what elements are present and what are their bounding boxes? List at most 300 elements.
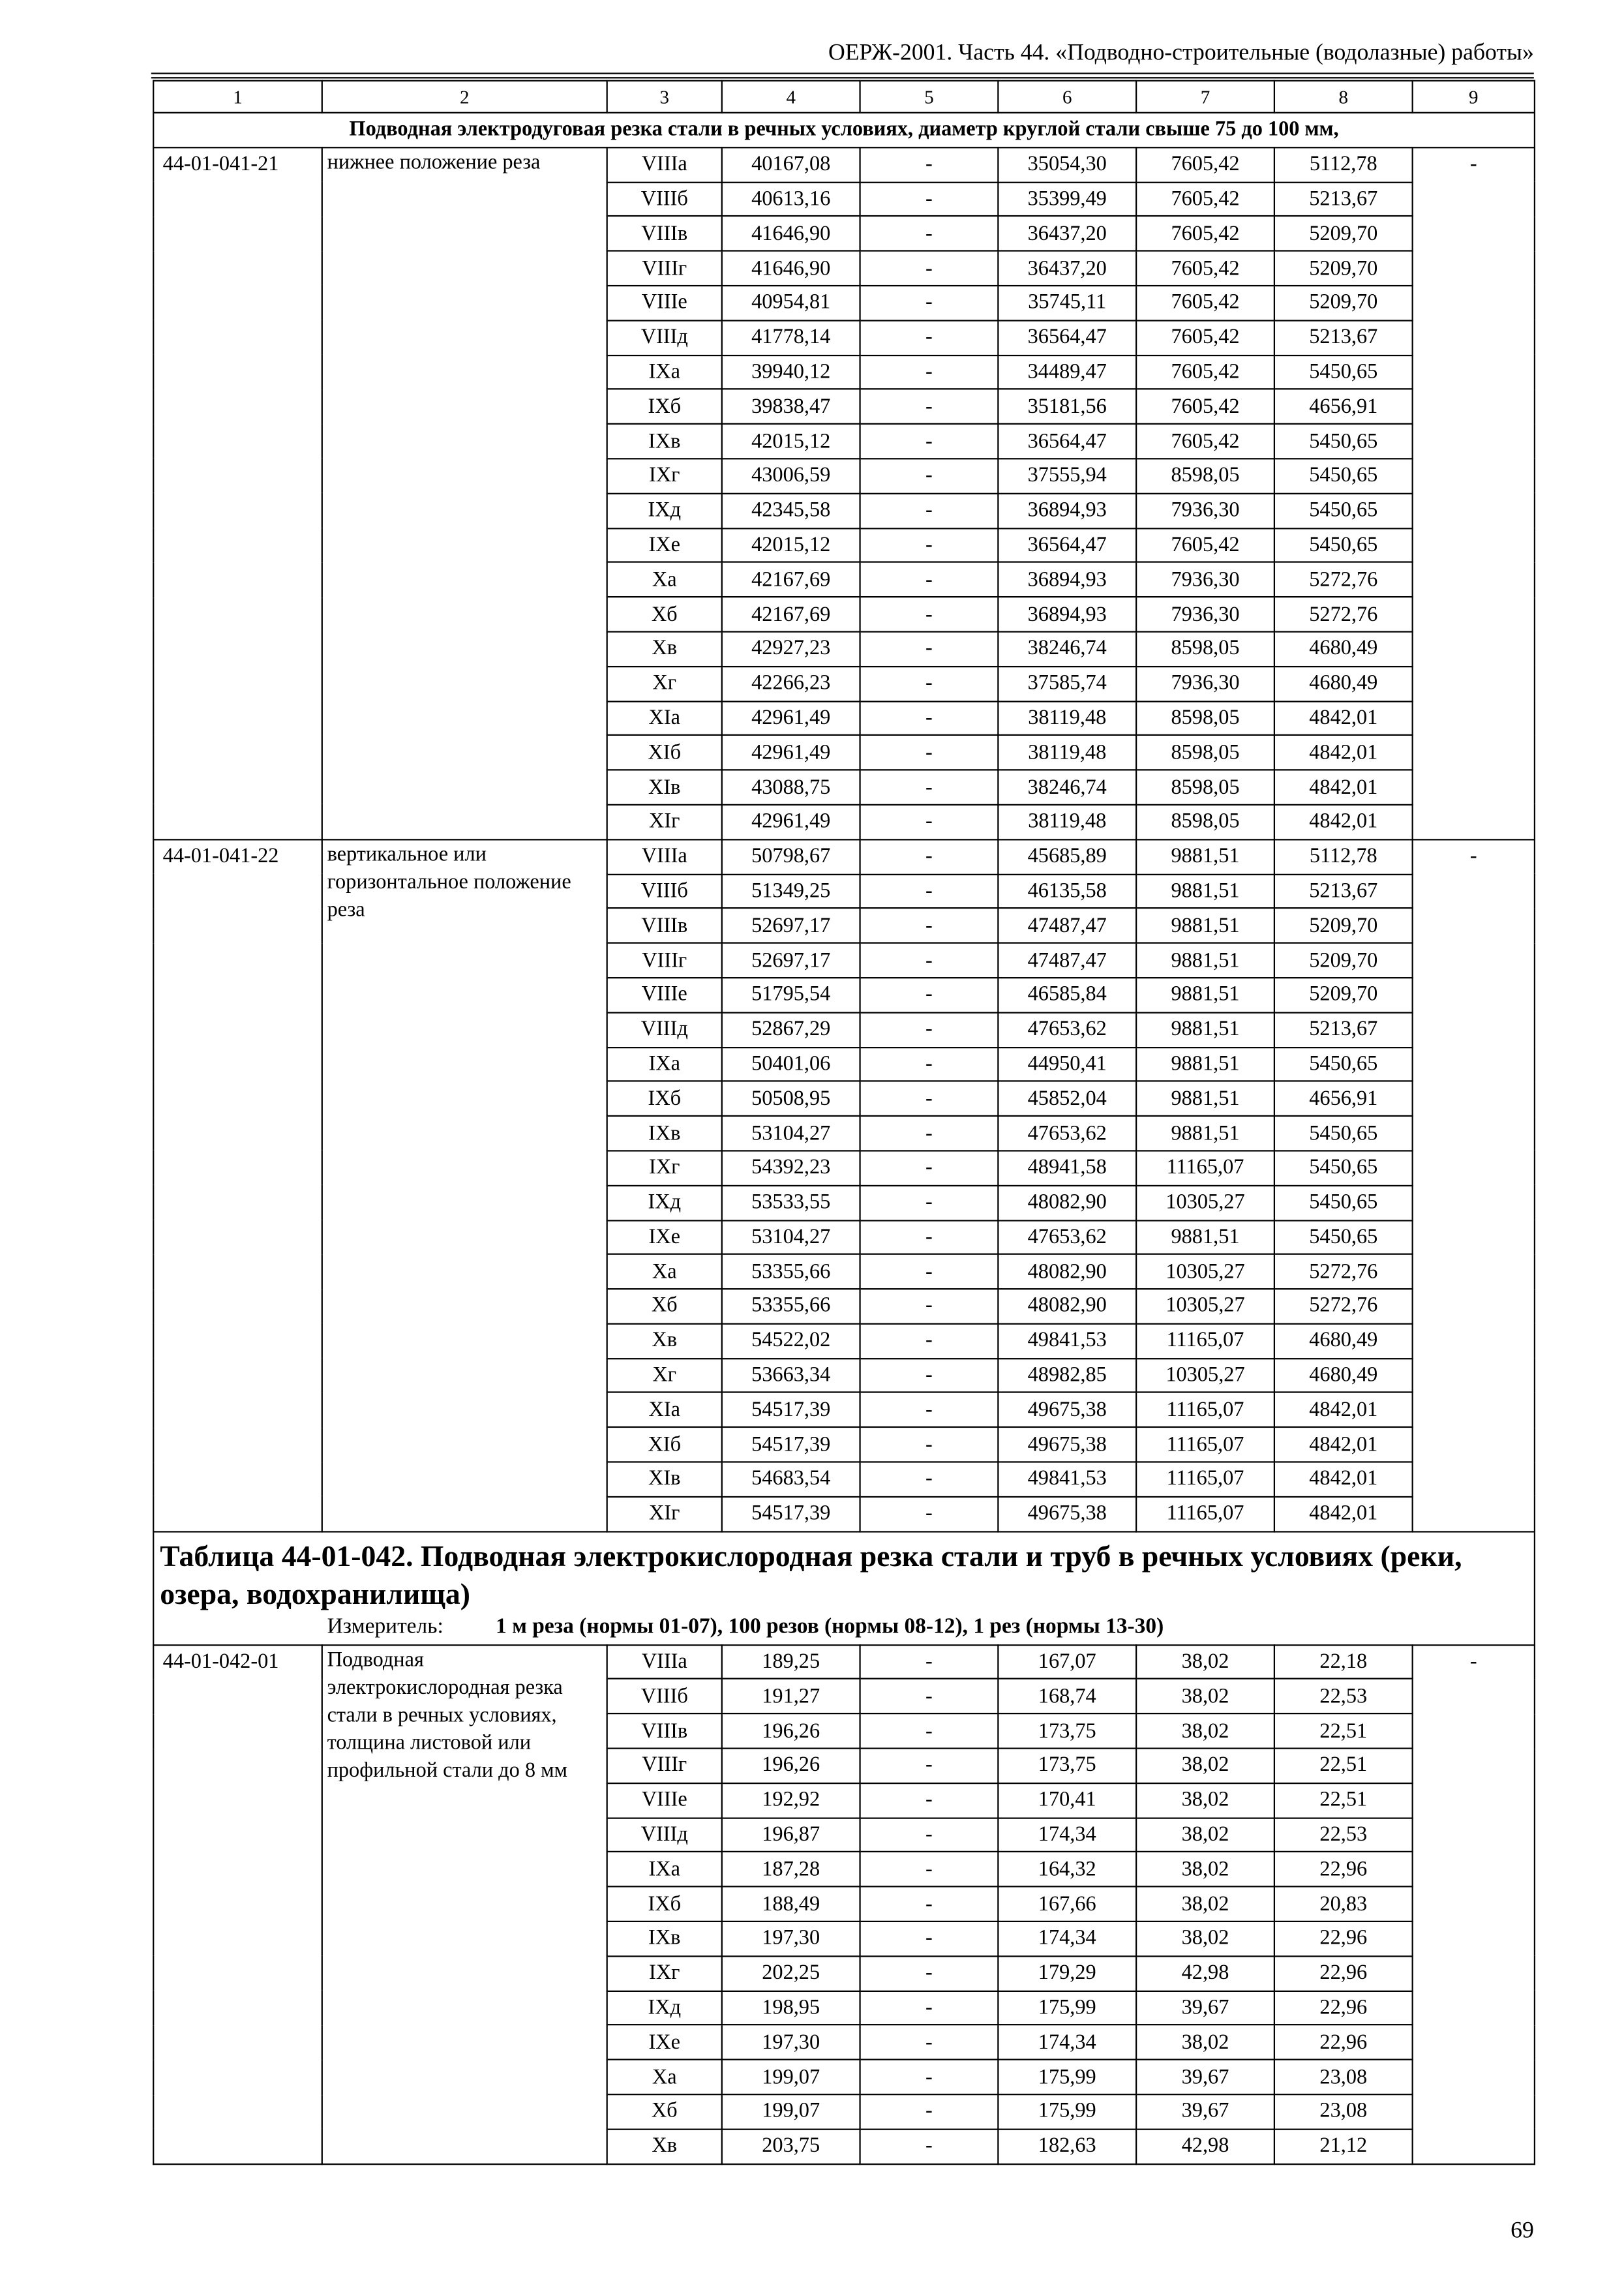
table-cell: 48082,90 — [998, 1254, 1136, 1289]
table-cell: 35745,11 — [998, 286, 1136, 320]
measure-value: 1 м реза (нормы 01-07), 100 резов (нормы 08-12), 1 рез (нормы 13-30) — [496, 1614, 1164, 1638]
table-cell: 5209,70 — [1274, 251, 1413, 286]
column-number: 5 — [860, 81, 999, 113]
table-cell: 168,74 — [998, 1680, 1136, 1714]
table-cell: VIIIв — [607, 909, 722, 943]
table-cell: 38,02 — [1136, 1818, 1274, 1852]
table-cell: 47653,62 — [998, 1012, 1136, 1047]
table-cell: 179,29 — [998, 1956, 1136, 1991]
norms-table — [153, 80, 1535, 2165]
table-cell: 5209,70 — [1274, 909, 1413, 943]
table-cell: 47487,47 — [998, 943, 1136, 978]
table-cell: IXв — [607, 1921, 722, 1956]
table-cell: 5272,76 — [1274, 1254, 1413, 1289]
table-cell: - — [860, 182, 999, 217]
table-cell: 8598,05 — [1136, 701, 1274, 736]
table-cell: 38,02 — [1136, 1714, 1274, 1749]
table-cell: 37555,94 — [998, 459, 1136, 493]
table-cell: IXг — [607, 459, 722, 493]
table-cell: 41646,90 — [722, 217, 860, 251]
table-cell: 4842,01 — [1274, 1462, 1413, 1497]
running-header: ОЕРЖ-2001. Часть 44. «Подводно-строительные (водолазные) работы» — [828, 40, 1534, 66]
table-cell: - — [860, 251, 999, 286]
table-cell: 47487,47 — [998, 909, 1136, 943]
table-cell: 4680,49 — [1274, 1358, 1413, 1393]
table-cell: 38,02 — [1136, 1645, 1274, 1680]
table-cell: 53355,66 — [722, 1289, 860, 1323]
table-cell: 9881,51 — [1136, 1116, 1274, 1151]
table-cell: 167,66 — [998, 1887, 1136, 1921]
table-cell: 36437,20 — [998, 251, 1136, 286]
table-cell: VIIIв — [607, 217, 722, 251]
table-cell: 175,99 — [998, 2060, 1136, 2094]
table-cell: 54683,54 — [722, 1462, 860, 1497]
table-cell: 22,51 — [1274, 1783, 1413, 1818]
table-cell: 5213,67 — [1274, 182, 1413, 217]
table-cell: 7605,42 — [1136, 251, 1274, 286]
table-cell: 50401,06 — [722, 1047, 860, 1081]
table-cell: 42,98 — [1136, 1956, 1274, 1991]
table-cell: IXе — [607, 528, 722, 562]
table-cell: - — [860, 286, 999, 320]
table-cell: - — [860, 389, 999, 424]
table-cell: 197,30 — [722, 2025, 860, 2060]
table-cell: 46585,84 — [998, 978, 1136, 1012]
table-cell: 5209,70 — [1274, 978, 1413, 1012]
table-cell: 22,51 — [1274, 1714, 1413, 1749]
table-row — [153, 1645, 1535, 1680]
table-cell: 38246,74 — [998, 770, 1136, 805]
table-cell: - — [860, 1921, 999, 1956]
table-cell: 49675,38 — [998, 1393, 1136, 1428]
table-cell: 52697,17 — [722, 909, 860, 943]
page-number: 69 — [1511, 2218, 1534, 2244]
table-cell: - — [860, 1956, 999, 1991]
table-title: Таблица 44-01-042. Подводная электрокислородная резка стали и труб в речных условиях (реки, озера, водохранилища) — [160, 1541, 1462, 1611]
table-cell: Xб — [607, 2094, 722, 2129]
norm-code: 44-01-042-01 — [153, 1645, 322, 2164]
table-cell: 36894,93 — [998, 493, 1136, 528]
table-cell: 42927,23 — [722, 631, 860, 666]
table-cell: - — [860, 1185, 999, 1220]
measure-label: Измеритель: — [327, 1614, 444, 1638]
table-cell: - — [860, 528, 999, 562]
table-cell: - — [860, 562, 999, 597]
table-cell: IXе — [607, 1220, 722, 1254]
column-number: 7 — [1136, 81, 1274, 113]
table-cell: VIIIг — [607, 1749, 722, 1783]
section-heading-row — [153, 113, 1535, 147]
table-cell: - — [860, 493, 999, 528]
table-cell: - — [860, 1749, 999, 1783]
table-cell: 167,07 — [998, 1645, 1136, 1680]
table-cell: 42345,58 — [722, 493, 860, 528]
table-cell: 189,25 — [722, 1645, 860, 1680]
table-cell: 54517,39 — [722, 1497, 860, 1531]
table-cell: 7605,42 — [1136, 286, 1274, 320]
table-cell: 4842,01 — [1274, 1497, 1413, 1531]
table-cell: 42167,69 — [722, 562, 860, 597]
table-cell: 9881,51 — [1136, 1012, 1274, 1047]
table-cell: 44950,41 — [998, 1047, 1136, 1081]
table-cell: 53104,27 — [722, 1220, 860, 1254]
table-title-cell — [153, 1531, 1535, 1645]
table-cell: - — [860, 424, 999, 459]
table-cell: Xв — [607, 2129, 722, 2163]
table-cell: 5450,65 — [1274, 1185, 1413, 1220]
table-cell: 51795,54 — [722, 978, 860, 1012]
table-cell: 11165,07 — [1136, 1151, 1274, 1185]
table-cell: 50798,67 — [722, 839, 860, 874]
table-cell: 5272,76 — [1274, 1289, 1413, 1323]
table-cell: 5209,70 — [1274, 217, 1413, 251]
column-number: 3 — [607, 81, 722, 113]
table-cell: 36894,93 — [998, 597, 1136, 631]
table-cell: VIIIб — [607, 182, 722, 217]
table-cell: - — [860, 1289, 999, 1323]
table-cell: 40167,08 — [722, 147, 860, 182]
table-cell: 42266,23 — [722, 667, 860, 701]
table-cell: IXг — [607, 1151, 722, 1185]
table-cell: 11165,07 — [1136, 1497, 1274, 1531]
table-cell: XIв — [607, 1462, 722, 1497]
table-cell: VIIIб — [607, 1680, 722, 1714]
table-cell: 7936,30 — [1136, 493, 1274, 528]
table-cell: - — [860, 597, 999, 631]
table-cell: Xб — [607, 1289, 722, 1323]
table-cell: - — [860, 1081, 999, 1116]
table-cell: 5209,70 — [1274, 286, 1413, 320]
table-cell: 22,96 — [1274, 1852, 1413, 1887]
table-cell: 174,34 — [998, 1818, 1136, 1852]
table-cell: 23,08 — [1274, 2094, 1413, 2129]
table-cell: - — [860, 1012, 999, 1047]
table-cell: 45685,89 — [998, 839, 1136, 874]
table-cell: 9881,51 — [1136, 1047, 1274, 1081]
table-cell: 11165,07 — [1136, 1462, 1274, 1497]
table-cell: - — [860, 355, 999, 389]
table-cell: 4680,49 — [1274, 667, 1413, 701]
table-cell: 42961,49 — [722, 701, 860, 736]
table-cell: 10305,27 — [1136, 1185, 1274, 1220]
table-cell: XIа — [607, 701, 722, 736]
table-cell: - — [860, 943, 999, 978]
table-cell: 10305,27 — [1136, 1289, 1274, 1323]
table-cell: 49841,53 — [998, 1323, 1136, 1358]
table-cell: 8598,05 — [1136, 805, 1274, 839]
table-cell: 4842,01 — [1274, 701, 1413, 736]
column-number: 4 — [722, 81, 860, 113]
table-cell: XIг — [607, 805, 722, 839]
table-cell: Xб — [607, 597, 722, 631]
table-cell: 52867,29 — [722, 1012, 860, 1047]
table-cell: 48982,85 — [998, 1358, 1136, 1393]
table-cell: 35054,30 — [998, 147, 1136, 182]
table-cell: 198,95 — [722, 1991, 860, 2025]
table-cell: - — [860, 1358, 999, 1393]
table-cell: 9881,51 — [1136, 874, 1274, 909]
table-cell: 7605,42 — [1136, 355, 1274, 389]
table-cell: IXв — [607, 424, 722, 459]
table-cell: 9881,51 — [1136, 1081, 1274, 1116]
table-cell: 50508,95 — [722, 1081, 860, 1116]
table-cell: VIIIа — [607, 839, 722, 874]
table-cell: Xа — [607, 2060, 722, 2094]
table-cell: 38119,48 — [998, 805, 1136, 839]
table-cell: 175,99 — [998, 2094, 1136, 2129]
table-cell: VIIIд — [607, 320, 722, 355]
table-cell: 7936,30 — [1136, 667, 1274, 701]
table-cell: 35181,56 — [998, 389, 1136, 424]
table-cell: - — [860, 1323, 999, 1358]
table-cell: 5450,65 — [1274, 459, 1413, 493]
table-cell: 54522,02 — [722, 1323, 860, 1358]
table-cell: Xв — [607, 1323, 722, 1358]
norm-code: 44-01-041-22 — [153, 839, 322, 1531]
table-cell: - — [860, 1680, 999, 1714]
table-cell: - — [860, 1852, 999, 1887]
table-cell: - — [860, 1645, 999, 1680]
table-cell: IXа — [607, 355, 722, 389]
table-cell: - — [860, 2060, 999, 2094]
table-cell: - — [860, 1462, 999, 1497]
table-cell: - — [860, 1783, 999, 1818]
table-cell: - — [860, 2025, 999, 2060]
table-cell: 7936,30 — [1136, 562, 1274, 597]
table-cell: 48082,90 — [998, 1185, 1136, 1220]
table-cell: 11165,07 — [1136, 1393, 1274, 1428]
table-cell: IXб — [607, 1081, 722, 1116]
table-cell: VIIIе — [607, 1783, 722, 1818]
table-cell: - — [860, 217, 999, 251]
table-cell: 173,75 — [998, 1749, 1136, 1783]
table-cell: 38,02 — [1136, 1783, 1274, 1818]
table-cell: - — [860, 736, 999, 770]
table-cell: IXд — [607, 493, 722, 528]
column-number: 2 — [322, 81, 607, 113]
table-cell: XIб — [607, 736, 722, 770]
table-cell: 4842,01 — [1274, 736, 1413, 770]
table-cell: 7605,42 — [1136, 217, 1274, 251]
header-rule-2 — [151, 77, 1534, 78]
table-cell: 36437,20 — [998, 217, 1136, 251]
column-number: 9 — [1413, 81, 1535, 113]
table-cell: 7936,30 — [1136, 597, 1274, 631]
table-cell: VIIIг — [607, 251, 722, 286]
table-cell: 192,92 — [722, 1783, 860, 1818]
table-cell: - — [860, 459, 999, 493]
table-cell: 173,75 — [998, 1714, 1136, 1749]
table-cell: 22,96 — [1274, 1956, 1413, 1991]
table-cell: - — [860, 1047, 999, 1081]
table-cell: 41778,14 — [722, 320, 860, 355]
table-cell: 22,96 — [1274, 1921, 1413, 1956]
table-cell: - — [860, 874, 999, 909]
table-body — [153, 81, 1535, 2164]
table-cell: 38,02 — [1136, 1749, 1274, 1783]
table-row — [153, 147, 1535, 182]
table-cell: 4656,91 — [1274, 389, 1413, 424]
table-cell: Xа — [607, 562, 722, 597]
table-cell: 51349,25 — [722, 874, 860, 909]
table-cell: 5272,76 — [1274, 597, 1413, 631]
table-cell: 7605,42 — [1136, 389, 1274, 424]
table-cell: 10305,27 — [1136, 1254, 1274, 1289]
table-cell: 199,07 — [722, 2094, 860, 2129]
table-cell: 45852,04 — [998, 1081, 1136, 1116]
table-cell: 9881,51 — [1136, 1220, 1274, 1254]
table-cell: - — [860, 839, 999, 874]
table-cell: 36564,47 — [998, 528, 1136, 562]
table-cell: - — [860, 1254, 999, 1289]
table-cell: - — [860, 805, 999, 839]
table-cell: - — [860, 667, 999, 701]
table-cell: VIIIб — [607, 874, 722, 909]
table-cell: - — [860, 1714, 999, 1749]
table-cell: 164,32 — [998, 1852, 1136, 1887]
norm-code: 44-01-041-21 — [153, 147, 322, 839]
table-cell: - — [860, 2094, 999, 2129]
table-cell: 22,53 — [1274, 1680, 1413, 1714]
table-cell: - — [860, 1151, 999, 1185]
table-cell: 174,34 — [998, 1921, 1136, 1956]
table-cell: 8598,05 — [1136, 459, 1274, 493]
table-cell: 42961,49 — [722, 805, 860, 839]
table-cell: 39,67 — [1136, 2060, 1274, 2094]
table-cell: IXе — [607, 2025, 722, 2060]
table-cell: 42,98 — [1136, 2129, 1274, 2163]
table-cell: 203,75 — [722, 2129, 860, 2163]
table-cell: 41646,90 — [722, 251, 860, 286]
table-cell: 39838,47 — [722, 389, 860, 424]
table-cell: - — [860, 1991, 999, 2025]
table-cell: 4842,01 — [1274, 805, 1413, 839]
table-cell: - — [860, 909, 999, 943]
header-rule — [151, 72, 1534, 74]
table-cell: 175,99 — [998, 1991, 1136, 2025]
table-cell: 34489,47 — [998, 355, 1136, 389]
table-cell: 7605,42 — [1136, 182, 1274, 217]
table-cell: - — [860, 770, 999, 805]
table-cell: 22,53 — [1274, 1818, 1413, 1852]
table-cell: Xг — [607, 667, 722, 701]
column-number: 8 — [1274, 81, 1413, 113]
table-cell: 5450,65 — [1274, 1047, 1413, 1081]
table-cell: 48941,58 — [998, 1151, 1136, 1185]
table-cell: - — [860, 1887, 999, 1921]
table-cell: 36564,47 — [998, 320, 1136, 355]
norm-name: Подводная электрокислородная резка стали в речных условиях, толщина листовой или профильной стали до 8 мм — [322, 1645, 607, 2164]
table-cell: 38,02 — [1136, 1852, 1274, 1887]
table-cell: VIIIе — [607, 978, 722, 1012]
table-cell: 42015,12 — [722, 424, 860, 459]
table-cell: 38246,74 — [998, 631, 1136, 666]
table-cell: VIIIв — [607, 1714, 722, 1749]
table-cell: 5450,65 — [1274, 1151, 1413, 1185]
table-cell: 47653,62 — [998, 1220, 1136, 1254]
table-cell: 5112,78 — [1274, 839, 1413, 874]
table-cell: IXд — [607, 1185, 722, 1220]
table-cell: 39,67 — [1136, 1991, 1274, 2025]
table-cell: 10305,27 — [1136, 1358, 1274, 1393]
table-cell: 42015,12 — [722, 528, 860, 562]
column-number-row — [153, 81, 1535, 113]
table-cell: 9881,51 — [1136, 978, 1274, 1012]
table-cell: XIв — [607, 770, 722, 805]
table-cell: 7605,42 — [1136, 147, 1274, 182]
table-cell: 40954,81 — [722, 286, 860, 320]
table-cell: 49675,38 — [998, 1428, 1136, 1462]
table-cell: 182,63 — [998, 2129, 1136, 2163]
table-cell: 5213,67 — [1274, 874, 1413, 909]
table-cell: 22,51 — [1274, 1749, 1413, 1783]
table-cell: VIIIа — [607, 147, 722, 182]
table-cell: 52697,17 — [722, 943, 860, 978]
table-row — [153, 839, 1535, 874]
table-cell: 196,87 — [722, 1818, 860, 1852]
table-cell: 49675,38 — [998, 1497, 1136, 1531]
table-cell: 196,26 — [722, 1749, 860, 1783]
norm-name: вертикальное или горизонтальное положение реза — [322, 839, 607, 1531]
table-cell: 9881,51 — [1136, 909, 1274, 943]
table-cell: 5450,65 — [1274, 424, 1413, 459]
table-cell: - — [860, 701, 999, 736]
table-cell: 5213,67 — [1274, 1012, 1413, 1047]
table-cell: 5450,65 — [1274, 355, 1413, 389]
table-cell: 5209,70 — [1274, 943, 1413, 978]
table-cell: VIIIа — [607, 1645, 722, 1680]
table-cell: 174,34 — [998, 2025, 1136, 2060]
table-cell: IXб — [607, 389, 722, 424]
table-cell: VIIIд — [607, 1012, 722, 1047]
table-cell: 42167,69 — [722, 597, 860, 631]
table-cell: 38119,48 — [998, 736, 1136, 770]
table-cell: 23,08 — [1274, 2060, 1413, 2094]
table-cell: XIа — [607, 1393, 722, 1428]
table-cell: 7605,42 — [1136, 424, 1274, 459]
table-cell: 54517,39 — [722, 1393, 860, 1428]
table-cell: 38,02 — [1136, 1887, 1274, 1921]
col9-value: - — [1413, 839, 1535, 1531]
table-cell: 38,02 — [1136, 1680, 1274, 1714]
table-cell: 7605,42 — [1136, 320, 1274, 355]
table-cell: 53663,34 — [722, 1358, 860, 1393]
table-cell: 9881,51 — [1136, 943, 1274, 978]
table-cell: 22,96 — [1274, 1991, 1413, 2025]
table-cell: 36894,93 — [998, 562, 1136, 597]
table-cell: 46135,58 — [998, 874, 1136, 909]
table-cell: Xв — [607, 631, 722, 666]
table-cell: XIб — [607, 1428, 722, 1462]
table-cell: 196,26 — [722, 1714, 860, 1749]
table-cell: VIIIе — [607, 286, 722, 320]
table-cell: 4680,49 — [1274, 1323, 1413, 1358]
table-cell: 9881,51 — [1136, 839, 1274, 874]
table-cell: 4842,01 — [1274, 1428, 1413, 1462]
table-cell: XIг — [607, 1497, 722, 1531]
table-cell: 197,30 — [722, 1921, 860, 1956]
table-cell: IXд — [607, 1991, 722, 2025]
col9-value: - — [1413, 147, 1535, 839]
table-cell: 47653,62 — [998, 1116, 1136, 1151]
table-cell: - — [860, 2129, 999, 2163]
table-cell: 49841,53 — [998, 1462, 1136, 1497]
table-cell: 4656,91 — [1274, 1081, 1413, 1116]
table-cell: - — [860, 1220, 999, 1254]
table-cell: 43006,59 — [722, 459, 860, 493]
table-cell: 38,02 — [1136, 2025, 1274, 2060]
table-cell: 4842,01 — [1274, 1393, 1413, 1428]
